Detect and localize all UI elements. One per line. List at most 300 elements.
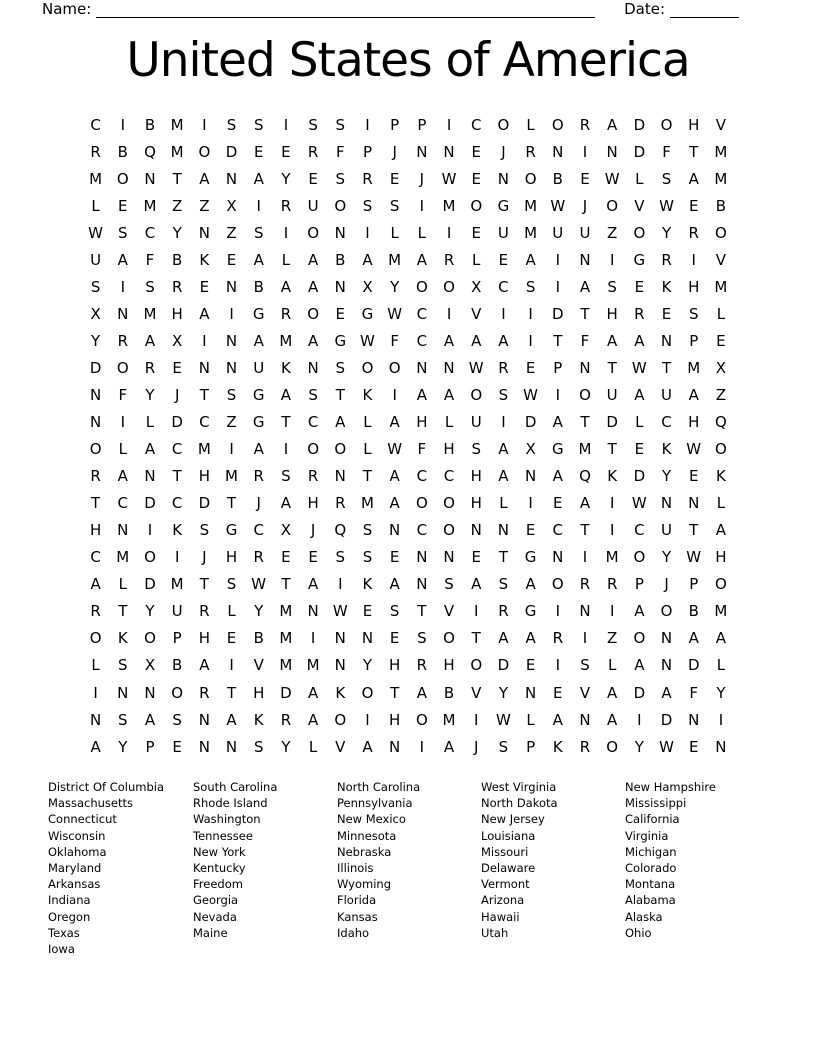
word-list-item: Maryland (48, 861, 102, 876)
grid-letter: E (634, 440, 645, 459)
grid-letter: O (307, 223, 319, 242)
grid-letter: P (172, 629, 182, 648)
grid-letter: R (144, 358, 156, 377)
grid-letter: E (308, 169, 318, 188)
grid-letter: E (172, 358, 182, 377)
grid-letter: E (308, 548, 318, 567)
grid-letter: I (120, 115, 125, 134)
grid-letter: H (253, 683, 265, 702)
grid-letter: L (635, 413, 644, 432)
grid-letter: N (117, 304, 129, 323)
word-list-item: Vermont (481, 877, 530, 892)
grid-letter: T (390, 683, 400, 702)
grid-letter: V (253, 656, 264, 675)
grid-letter: S (444, 575, 454, 594)
word-list-item: Connecticut (48, 812, 117, 827)
grid-letter: I (202, 115, 207, 134)
grid-letter: N (334, 467, 346, 486)
grid-letter: A (117, 467, 128, 486)
grid-letter: A (498, 331, 509, 350)
grid-letter: Y (390, 277, 400, 296)
grid-letter: M (714, 602, 728, 621)
word-list-item: South Carolina (193, 780, 278, 794)
grid-letter: I (256, 196, 261, 215)
grid-letter: P (689, 331, 699, 350)
grid-letter: I (120, 413, 125, 432)
grid-letter: L (227, 602, 236, 621)
grid-letter: H (225, 548, 238, 567)
grid-letter: I (555, 277, 560, 296)
grid-letter: O (524, 169, 537, 188)
grid-letter: N (225, 737, 238, 756)
grid-letter: A (498, 629, 509, 648)
grid-letter: J (582, 196, 588, 215)
grid-letter: C (416, 304, 428, 323)
grid-letter: M (170, 575, 184, 594)
grid-letter: J (202, 548, 207, 567)
grid-letter: N (443, 142, 455, 161)
grid-letter: V (471, 683, 482, 702)
grid-letter: A (634, 331, 645, 350)
grid-letter: R (253, 467, 264, 486)
grid-letter: F (580, 331, 590, 350)
grid-letter: I (446, 223, 452, 242)
grid-letter: A (90, 737, 101, 756)
grid-letter: L (526, 710, 535, 729)
grid-letter: C (144, 223, 156, 242)
grid-letter: N (579, 358, 591, 377)
grid-letter: N (443, 548, 455, 567)
grid-letter: O (171, 683, 184, 702)
grid-letter: K (280, 358, 291, 377)
grid-letter: I (392, 385, 397, 404)
grid-letter: Q (144, 142, 156, 161)
word-list-item: Oregon (48, 909, 91, 924)
grid-letter: S (226, 575, 237, 594)
grid-letter: W (604, 169, 620, 188)
grid-letter: W (332, 602, 348, 621)
grid-letter: F (390, 331, 399, 350)
grid-letter: N (225, 358, 238, 377)
grid-letter: D (89, 358, 102, 377)
word-list-item: Alaska (625, 909, 663, 924)
grid-letter: T (226, 494, 237, 513)
grid-letter: O (443, 629, 455, 648)
grid-letter: M (714, 142, 728, 161)
grid-letter: A (280, 385, 292, 404)
grid-letter: A (307, 250, 319, 269)
grid-letter: O (334, 440, 347, 459)
grid-letter: A (607, 683, 618, 702)
grid-letter: N (524, 683, 537, 702)
grid-letter: M (524, 196, 538, 215)
grid-letter: D (198, 494, 211, 513)
grid-letter: N (334, 656, 346, 675)
grid-letter: R (171, 277, 183, 296)
grid-letter: N (89, 710, 102, 729)
grid-letter: E (226, 250, 237, 269)
grid-letter: S (389, 196, 400, 215)
word-list-item: Wisconsin (48, 828, 106, 843)
grid-letter: A (661, 683, 672, 702)
grid-letter: O (116, 169, 129, 188)
grid-letter: J (392, 142, 397, 161)
grid-letter: M (170, 142, 184, 161)
grid-letter: H (470, 467, 482, 486)
grid-letter: A (607, 331, 618, 350)
grid-letter: J (174, 385, 180, 404)
grid-letter: U (307, 196, 319, 215)
grid-letter: D (497, 656, 510, 675)
grid-letter: S (118, 223, 128, 242)
grid-letter: S (362, 521, 373, 540)
grid-letter: S (389, 602, 400, 621)
grid-letter: A (90, 575, 101, 594)
grid-letter: S (498, 737, 509, 756)
grid-letter: I (501, 413, 506, 432)
word-list-item: District Of Columbia (48, 780, 165, 794)
grid-letter: M (143, 196, 157, 215)
grid-letter: K (661, 440, 672, 459)
grid-letter: V (471, 304, 482, 323)
grid-letter: I (174, 548, 180, 567)
grid-letter: E (199, 277, 210, 296)
grid-letter: O (443, 277, 455, 296)
word-list-item: Delaware (481, 861, 536, 876)
grid-letter: A (362, 250, 373, 269)
word-list-item: Idaho (337, 925, 370, 940)
grid-letter: I (555, 656, 560, 675)
grid-letter: A (253, 250, 264, 269)
grid-letter: K (362, 385, 373, 404)
word-list-item: Hawaii (481, 909, 520, 924)
grid-letter: H (389, 656, 401, 675)
grid-letter: Z (172, 196, 183, 215)
grid-letter: N (389, 737, 401, 756)
grid-letter: S (118, 710, 128, 729)
grid-letter: Z (607, 223, 618, 242)
grid-letter: R (579, 737, 591, 756)
grid-letter: D (633, 683, 646, 702)
word-list-item: Utah (481, 925, 509, 940)
grid-letter: A (307, 683, 319, 702)
grid-letter: E (281, 142, 291, 161)
grid-letter: O (415, 494, 428, 513)
grid-letter: R (498, 602, 509, 621)
grid-letter: T (281, 575, 291, 594)
grid-letter: I (419, 737, 425, 756)
word-list-item: Pennsylvania (337, 796, 413, 811)
grid-letter: Y (661, 467, 672, 486)
grid-letter: G (497, 196, 510, 215)
grid-letter: G (524, 602, 537, 621)
grid-letter: X (226, 196, 237, 215)
grid-letter: Y (254, 602, 264, 621)
grid-letter: A (688, 385, 699, 404)
grid-letter: S (199, 521, 210, 540)
grid-letter: A (416, 683, 427, 702)
grid-letter: N (552, 548, 564, 567)
grid-letter: A (607, 710, 618, 729)
grid-letter: N (225, 331, 238, 350)
grid-letter: R (661, 250, 672, 269)
grid-letter: Q (334, 521, 347, 540)
grid-letter: I (147, 521, 153, 540)
grid-letter: A (525, 629, 536, 648)
grid-letter: E (553, 683, 563, 702)
grid-letter: O (660, 115, 673, 134)
grid-letter: L (118, 440, 127, 459)
grid-letter: O (144, 629, 156, 648)
grid-letter: R (280, 304, 292, 323)
grid-letter: R (90, 142, 101, 161)
grid-letter: R (688, 223, 699, 242)
grid-letter: K (172, 521, 183, 540)
grid-letter: N (198, 358, 210, 377)
grid-letter: T (580, 521, 590, 540)
grid-letter: U (661, 385, 673, 404)
grid-letter: I (474, 602, 479, 621)
grid-letter: A (688, 629, 699, 648)
grid-letter: S (362, 548, 373, 567)
grid-letter: I (582, 142, 588, 161)
grid-letter: J (419, 169, 425, 188)
grid-letter: G (252, 413, 265, 432)
grid-letter: C (90, 115, 101, 134)
name-underline (96, 2, 595, 18)
grid-letter: M (279, 331, 293, 350)
grid-letter: D (633, 467, 646, 486)
grid-letter: S (172, 710, 182, 729)
grid-letter: S (253, 115, 264, 134)
grid-letter: G (633, 250, 646, 269)
grid-letter: P (526, 737, 536, 756)
grid-letter: N (334, 277, 346, 296)
word-list-item: Oklahoma (48, 844, 107, 859)
grid-letter: T (281, 413, 291, 432)
grid-letter: O (415, 277, 428, 296)
grid-letter: D (660, 710, 673, 729)
grid-letter: E (226, 629, 237, 648)
grid-letter: O (361, 683, 374, 702)
grid-letter: T (226, 683, 237, 702)
grid-letter: L (635, 169, 644, 188)
grid-letter: A (688, 169, 699, 188)
grid-letter: H (443, 656, 455, 675)
grid-letter: K (199, 250, 210, 269)
grid-letter: I (120, 277, 125, 296)
grid-letter: A (715, 629, 727, 648)
grid-letter: I (419, 196, 425, 215)
grid-letter: R (362, 169, 373, 188)
grid-letter: S (226, 115, 237, 134)
grid-letter: C (171, 440, 183, 459)
grid-letter: D (633, 142, 646, 161)
grid-letter: I (528, 331, 533, 350)
grid-letter: I (365, 223, 370, 242)
grid-letter: S (688, 304, 699, 323)
grid-letter: A (117, 250, 128, 269)
grid-letter: R (280, 710, 292, 729)
grid-letter: F (689, 683, 699, 702)
grid-letter: A (416, 385, 427, 404)
word-list-item: New York (193, 844, 246, 859)
grid-letter: Q (715, 413, 727, 432)
grid-letter: I (229, 304, 234, 323)
grid-letter: F (662, 142, 671, 161)
word-list-item: North Carolina (337, 780, 421, 794)
grid-letter: O (551, 115, 564, 134)
grid-letter: B (335, 250, 346, 269)
grid-letter: A (199, 304, 210, 323)
grid-letter: A (253, 440, 264, 459)
grid-letter: M (225, 467, 238, 486)
grid-letter: E (471, 169, 481, 188)
grid-letter: H (688, 277, 700, 296)
grid-letter: W (686, 440, 702, 459)
grid-letter: S (335, 115, 346, 134)
grid-letter: W (659, 737, 674, 756)
grid-letter: M (170, 115, 184, 134)
grid-letter: Z (715, 385, 727, 404)
grid-letter: E (634, 277, 645, 296)
grid-letter: W (468, 358, 484, 377)
grid-letter: M (143, 304, 157, 323)
grid-letter: B (253, 277, 264, 296)
grid-letter: O (715, 223, 727, 242)
grid-letter: E (389, 169, 400, 188)
grid-letter: E (389, 629, 400, 648)
grid-letter: B (172, 656, 183, 675)
grid-letter: K (117, 629, 128, 648)
grid-letter: C (470, 115, 482, 134)
grid-letter: T (91, 494, 101, 513)
grid-letter: M (442, 710, 456, 729)
grid-letter: S (226, 385, 237, 404)
grid-letter: X (525, 440, 536, 459)
grid-letter: N (225, 169, 238, 188)
grid-letter: W (360, 331, 375, 350)
grid-letter: O (633, 629, 646, 648)
grid-letter: X (715, 358, 727, 377)
grid-letter: C (634, 521, 645, 540)
grid-letter: O (116, 358, 129, 377)
grid-letter: N (307, 358, 319, 377)
grid-letter: R (579, 115, 591, 134)
grid-letter: W (495, 710, 511, 729)
grid-letter: A (362, 737, 373, 756)
grid-letter: A (280, 277, 292, 296)
grid-letter: N (579, 250, 591, 269)
grid-letter: I (609, 602, 615, 621)
grid-letter: P (553, 358, 563, 377)
grid-letter: R (253, 548, 264, 567)
grid-letter: M (279, 656, 293, 675)
grid-letter: I (446, 304, 452, 323)
word-list-item: Indiana (48, 893, 91, 908)
grid-letter: M (360, 494, 374, 513)
grid-letter: I (283, 223, 289, 242)
grid-letter: C (416, 331, 428, 350)
grid-letter: N (389, 521, 401, 540)
grid-letter: S (145, 277, 155, 296)
word-list-item: Rhode Island (193, 796, 268, 811)
grid-letter: N (497, 169, 510, 188)
grid-letter: D (687, 656, 700, 675)
word-list (48, 779, 775, 957)
grid-letter: O (89, 629, 102, 648)
grid-letter: C (443, 467, 455, 486)
word-list-item: Massachusetts (48, 796, 133, 811)
grid-letter: T (580, 304, 590, 323)
grid-letter: Y (716, 683, 726, 702)
grid-letter: A (416, 250, 427, 269)
word-list-item: Louisiana (481, 828, 536, 843)
grid-letter: T (471, 629, 481, 648)
grid-letter: M (687, 358, 701, 377)
grid-letter: D (171, 413, 183, 432)
grid-letter: N (144, 683, 156, 702)
grid-letter: K (253, 710, 264, 729)
word-list-item: Montana (625, 877, 676, 892)
grid-letter: I (365, 710, 370, 729)
grid-letter: N (688, 494, 700, 513)
grid-letter: A (280, 494, 292, 513)
grid-letter: U (497, 223, 509, 242)
grid-letter: A (144, 331, 156, 350)
grid-letter: R (307, 467, 319, 486)
grid-letter: Q (579, 467, 591, 486)
grid-letter: R (335, 494, 346, 513)
grid-letter: O (415, 710, 428, 729)
grid-letter: N (89, 385, 102, 404)
grid-letter: W (441, 169, 457, 188)
grid-letter: A (389, 575, 400, 594)
grid-letter: M (388, 250, 402, 269)
grid-letter: W (88, 223, 104, 242)
grid-letter: E (172, 737, 182, 756)
grid-letter: E (281, 548, 291, 567)
grid-letter: H (307, 494, 319, 513)
grid-letter: P (390, 115, 400, 134)
grid-letter: T (199, 385, 209, 404)
word-list-item: Illinois (337, 861, 374, 876)
grid-letter: U (253, 358, 265, 377)
grid-letter: A (307, 331, 319, 350)
grid-letter: M (89, 169, 103, 188)
grid-letter: X (280, 521, 292, 540)
header (42, 0, 739, 18)
grid-letter: A (498, 467, 509, 486)
grid-letter: S (281, 467, 291, 486)
grid-letter: L (308, 737, 318, 756)
word-list-item: Florida (337, 893, 377, 908)
grid-letter: M (116, 548, 130, 567)
grid-letter: A (715, 521, 727, 540)
word-column (48, 779, 193, 957)
grid-letter: E (525, 656, 536, 675)
grid-letter: L (499, 494, 508, 513)
word-list-item: Iowa (48, 942, 75, 957)
grid-letter: L (91, 196, 100, 215)
grid-letter: N (117, 683, 129, 702)
grid-letter: N (443, 358, 455, 377)
grid-letter: I (202, 331, 207, 350)
grid-letter: G (252, 385, 265, 404)
grid-letter: N (579, 602, 591, 621)
grid-letter: A (144, 710, 156, 729)
grid-letter: I (582, 548, 588, 567)
